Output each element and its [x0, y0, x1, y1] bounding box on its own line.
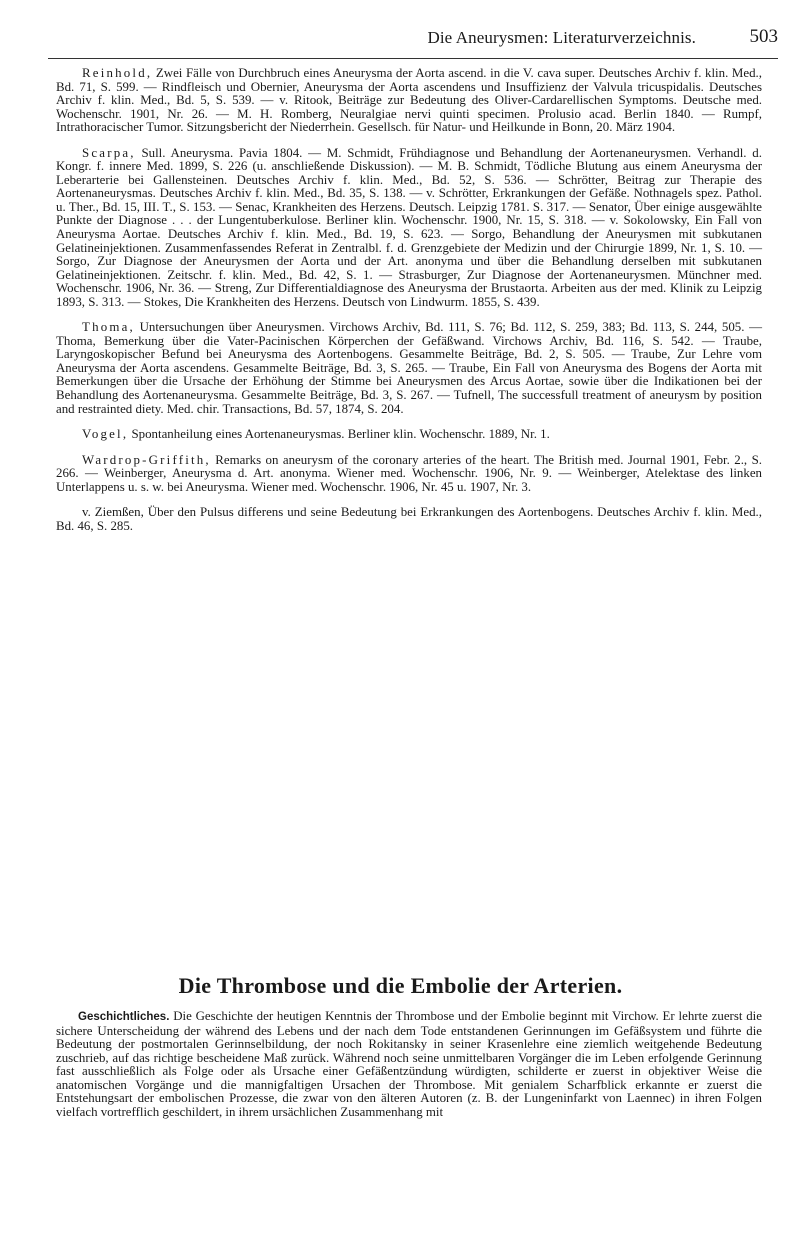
reference-entry [56, 454, 762, 495]
reference-author: Wardrop-Griffith, [82, 452, 211, 467]
reference-author: Vogel, [82, 427, 129, 442]
page-number: 503 [749, 26, 778, 47]
reference-entry [56, 321, 762, 416]
section-title: Die Thrombose und die Embolie der Arterien. [178, 973, 623, 998]
reference-entry [56, 67, 762, 135]
reference-author: v. Ziemßen, [82, 505, 144, 520]
reference-text: Über den Pulsus differens und seine Bedeutung bei Erkrankungen des Aortenbogens. Deutsches Archiv f. klin. Med., Bd. 46, S. 285. [56, 505, 762, 533]
reference-author: Thoma, [82, 320, 135, 335]
paragraph-text: Die Geschichte der heutigen Kenntnis der Thrombose und der Embolie beginnt mit Virchow. Er lehrte zuerst die sichere Unterscheidung der während des Lebens und der nach dem Tode entstandenen Gerinnungen im Gefäßsystem und führte die Bedeutung der postmortalen Gerinnselbildung, der noch Rokitansky in seiner Krasenlehre eine ziemlich weitgehende Bedeutung zuschrieb, auf das richtige bescheidene Maß zurück. Während noch seine unmittelbaren Vorgänger die im Leben erfolgende Gerinnung fast ausschließlich als Folge oder als Ursache einer Gefäßentzündung würdigten, schilderte er zuerst in objektiver Weise die anatomischen Vorgänge und die mannigfaltigen Ursachen der Thrombose. Mit genialem Scharfblick erkannte er zuerst die Entstehungsart der embolischen Prozesse, die zwar von den älteren Autoren (z. B. der Lungeninfarkt von Laennec) in ihren Folgen vielfach vortrefflich geschildert, in ihrem ursächlichen Zusammenhang mit [56, 1009, 762, 1119]
reference-author: Reinhold, [82, 66, 153, 80]
reference-text: Remarks on aneurysm of the coronary arteries of the heart. The British med. Journal 1901, Febr. 2., S. 266. — Weinberger, Aneurysma d. Art. anonyma. Wiener med. Wochenschr. 1906, Nr. 9. — Weinberger, Atelektase des linken Unterlappens u. s. w. bei Aneurysma. Wiener med. Wochenschr. 1906, Nr. 45 u. 1907, Nr. 3. [56, 452, 762, 494]
reference-text: Sull. Aneurysma. Pavia 1804. — M. Schmidt, Frühdiagnose und Behandlung der Aortenaneurysmen. Verhandl. d. Kongr. f. innere Med. 1899, S. 226 (u. anschließende Diskussion). — M. B. Schmidt, Tödliche Blutung aus einem Aneurysma der Leberarterie bei Gallensteinen. Deutsches Archiv f. klin. Med., Bd. 52, S. 536. — Schrötter, Beitrag zur Therapie des Aortenaneurysmas. Deutsches Archiv f. klin. Med., Bd. 35, S. 138. — v. Schrötter, Erkrankungen der Gefäße. Nothnagels spez. Pathol. u. Ther., Bd. 15, III. T., S. 153. — Senac, Krankheiten des Herzens. Deutsch. Leipzig 1781. S. 317. — Senator, Über einige ausgewählte Punkte der Diagnose . . . der Lungentuberkulose. Berliner klin. Wochenschr. 1900, Nr. 15, S. 318. — v. Sokolowsky, Ein Fall von Aneurysma Aortae. Deutsches Archiv f. klin. Med., Bd. 19, S. 623. — Sorgo, Behandlung der Aneurysmen mit subkutanen Gelatineinjektionen. Zusammenfassendes Referat in Zentralbl. f. d. Grenzgebiete der Medizin und der Chirurgie 1899, Nr. 1, S. 10. — Sorgo, Zur Diagnose der Aneurysmen der Aorta und der Art. anonyma und über die Behandlung derselben mit subkutanen Gelatineinjektionen. Zeitschr. f. klin. Med., Bd. 42, S. 1. — Strasburger, Zur Diagnose der Aortenaneurysmen. Münchner med. Wochenschr. 1906, Nr. 36. — Streng, Zur Differentialdiagnose des Aneurysma der Brustaorta. Arbeiten aus der med. Klinik zu Leipzig 1893, S. 313. — Stokes, Die Krankheiten des Herzens. Deutsch von Lindwurm. 1855, S. 439. [56, 145, 762, 309]
header-rule [48, 58, 778, 59]
reference-author: Scarpa, [82, 145, 136, 160]
reference-list [56, 67, 762, 545]
reference-text: Zwei Fälle von Durchbruch eines Aneurysma der Aorta ascend. in die V. cava super. Deutsches Archiv f. klin. Med., Bd. 71, S. 599. — Rindfleisch und Obernier, Aneurysma der Aorta ascendens und Insuffizienz der Valvula tricuspidalis. Deutsches Archiv f. klin. Med., Bd. 5, S. 539. — v. Ritook, Beiträge zur Bedeutung des Oliver-Cardarellischen Symptoms. Deutsche med. Wochenschr. 1901, Nr. 26. — M. H. Romberg, Neuralgiae nervi quinti specimen. Prolusio acad. Berlin 1840. — Rumpf, Intrathoracischer Tumor. Sitzungsbericht der Niederrhein. Gesellsch. für Natur- und Heilkunde in Bonn, 20. März 1904. [56, 66, 762, 135]
paragraph-lead: Geschichtliches. [78, 1011, 170, 1023]
reference-text: Spontanheilung eines Aortenaneurysmas. Berliner klin. Wochenschr. 1889, Nr. 1. [131, 427, 550, 442]
reference-entry [56, 506, 762, 533]
running-header [48, 20, 778, 60]
reference-entry [56, 428, 762, 442]
body-paragraph [56, 1010, 762, 1119]
header-title: Die Aneurysmen: Literaturverzeichnis. [427, 28, 696, 47]
reference-text: Untersuchungen über Aneurysmen. Virchows Archiv, Bd. 111, S. 76; Bd. 112, S. 259, 383; Bd. 113, S. 244, 505. — Thoma, Bemerkung über die Vater-Pacinischen Körperchen der Gefäßwand. Virchows Archiv, Bd. 116, S. 542. — Traube, Laryngoskopischer Befund bei Aneurysma des Aortenbogens. Gesammelte Beiträge, Bd. 2, S. 505. — Traube, Zur Lehre vom Aneurysma der Aorta ascendens. Gesammelte Beiträge, Bd. 3, S. 265. — Traube, Ein Fall von Aneurysma des Bogens der Aorta mit Bemerkungen über die Ursache der Erhöhung der Stimme bei Aneurysmen des Arcus Aortae, sowie über die Indikationen bei der Behandlung des Aortenaneurysma. Gesammelte Beiträge, Bd. 3, S. 267. — Tufnell, The successfull treatment of aneurysm by position and restrainted diety. Med. chir. Transactions, Bd. 57, 1874, S. 204. [56, 320, 762, 416]
reference-entry [56, 147, 762, 310]
section-body [56, 1010, 762, 1119]
